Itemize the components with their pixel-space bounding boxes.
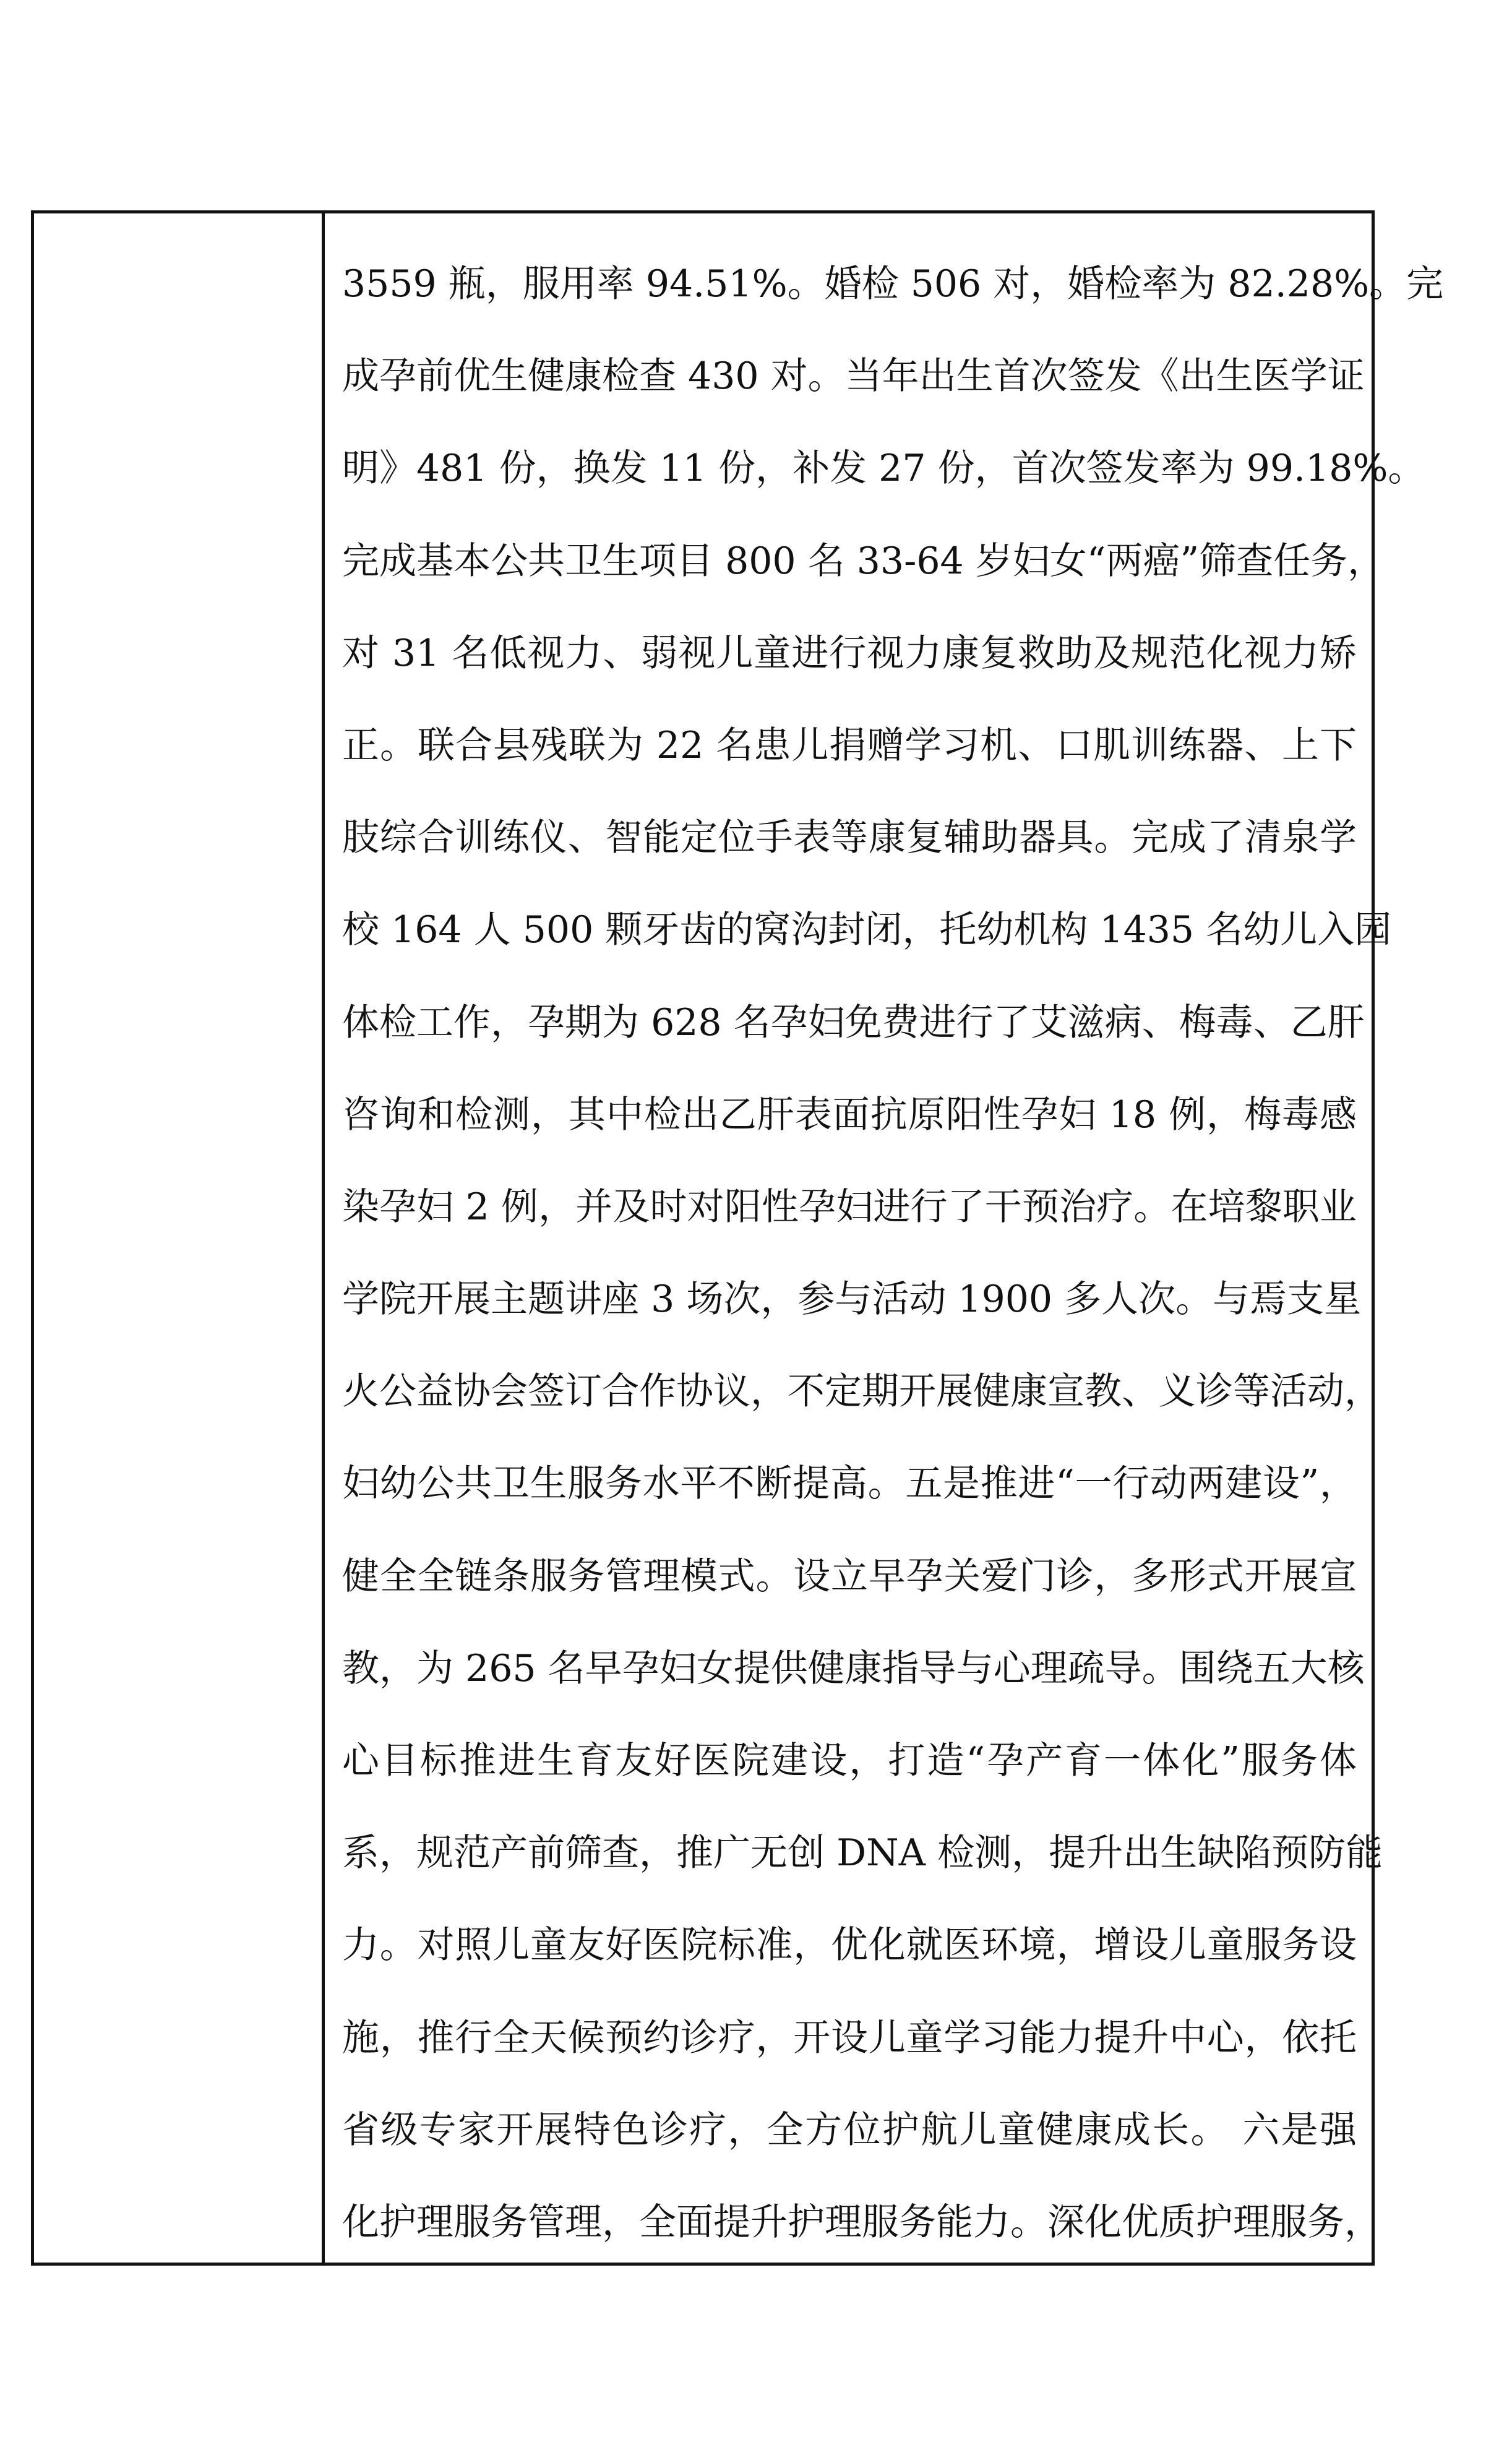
text-line: 对 31 名低视力、弱视儿童进行视力康复救助及规范化视力矫 bbox=[342, 631, 1357, 675]
text-line: 教，为 265 名早孕妇女提供健康指导与心理疏导。围绕五大核 bbox=[342, 1646, 1365, 1690]
text-line: 明》481 份，换发 11 份，补发 27 份，首次签发率为 99.18%。 bbox=[342, 447, 1425, 491]
table-right-cell bbox=[325, 213, 1444, 2263]
text-line: 正。联合县残联为 22 名患儿捐赠学习机、口肌训练器、上下 bbox=[342, 723, 1357, 767]
text-line: 施，推行全天候预约诊疗，开设儿童学习能力提升中心，依托 bbox=[342, 2016, 1357, 2060]
text-line: 咨询和检测，其中检出乙肝表面抗原阳性孕妇 18 例，梅毒感 bbox=[342, 1093, 1357, 1137]
text-line: 染孕妇 2 例，并及时对阳性孕妇进行了干预治疗。在培黎职业 bbox=[342, 1185, 1357, 1229]
text-line: 火公益协会签订合作协议，不定期开展健康宣教、义诊等活动， bbox=[342, 1370, 1381, 1414]
text-line: 化护理服务管理，全面提升护理服务能力。深化优质护理服务， bbox=[342, 2200, 1381, 2244]
text-line: 成孕前优生健康检查 430 对。当年出生首次签发《出生医学证 bbox=[342, 355, 1365, 398]
text-line: 力。对照儿童友好医院标准，优化就医环境，增设儿童服务设 bbox=[342, 1923, 1357, 1967]
text-line: 健全全链条服务管理模式。设立早孕关爱门诊，多形式开展宣 bbox=[342, 1554, 1357, 1598]
text-line: 学院开展主题讲座 3 场次，参与活动 1900 多人次。与焉支星 bbox=[342, 1278, 1362, 1322]
body-text bbox=[342, 238, 1444, 2269]
text-line: 体检工作，孕期为 628 名孕妇免费进行了艾滋病、梅毒、乙肝 bbox=[342, 1000, 1365, 1044]
table-left-cell bbox=[34, 213, 325, 2263]
table-frame bbox=[31, 210, 1444, 2266]
text-line: 肢综合训练仪、智能定位手表等康复辅助器具。完成了清泉学 bbox=[342, 816, 1357, 860]
text-line: 心目标推进生育友好医院建设，打造“孕产育一体化”服务体 bbox=[342, 1739, 1357, 1782]
text-line: 妇幼公共卫生服务水平不断提高。五是推进“一行动两建设”， bbox=[342, 1462, 1357, 1506]
text-line: 3559 瓶，服用率 94.51%。婚检 506 对，婚检率为 82.28%。完 bbox=[342, 262, 1444, 306]
text-line: 校 164 人 500 颗牙齿的窝沟封闭，托幼机构 1435 名幼儿入园 bbox=[342, 908, 1392, 952]
text-line: 省级专家开展特色诊疗，全方位护航儿童健康成长。 六是强 bbox=[342, 2108, 1357, 2152]
text-line: 系，规范产前筛查，推广无创 DNA 检测，提升出生缺陷预防能 bbox=[342, 1831, 1383, 1875]
text-line: 完成基本公共卫生项目 800 名 33-64 岁妇女“两癌”筛查任务， bbox=[342, 539, 1385, 583]
